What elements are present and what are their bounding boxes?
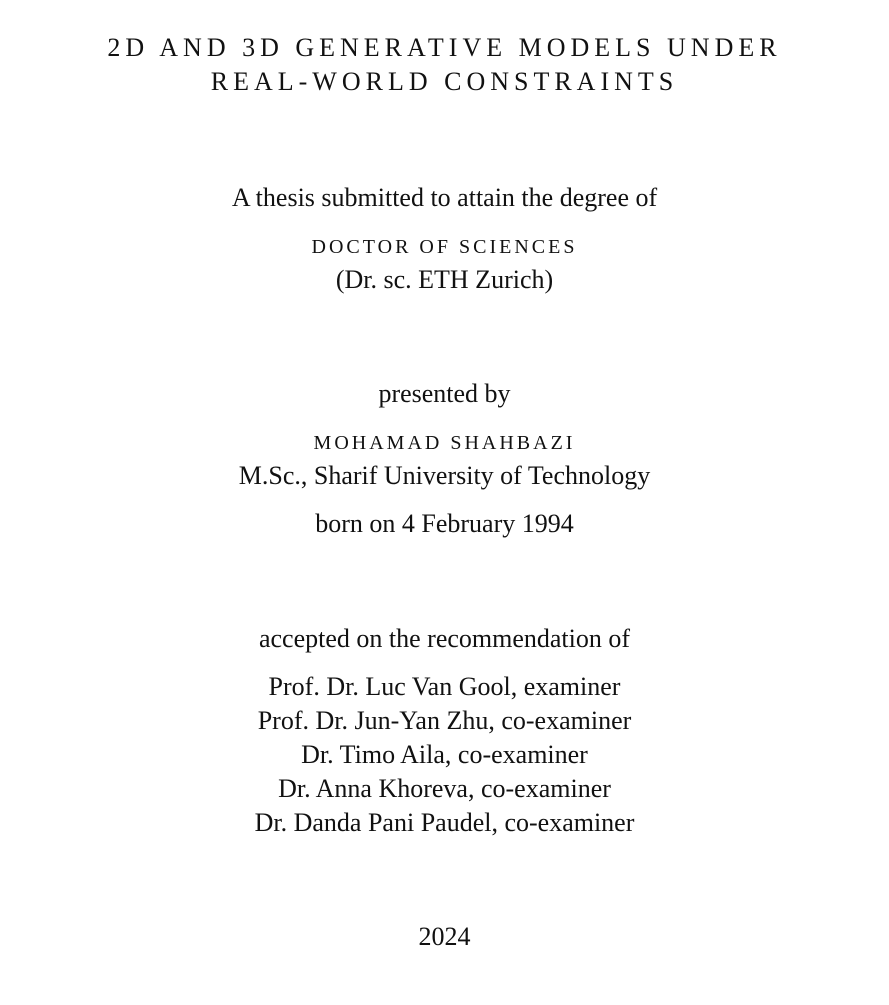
degree-abbreviation: (Dr. sc. ETH Zurich)	[335, 265, 554, 294]
author-prior-degree: M.Sc., Sharif University of Technology	[238, 461, 651, 490]
author-name: MOHAMAD SHAHBAZI	[313, 432, 576, 454]
presented-by-label: presented by	[378, 379, 511, 408]
thesis-title-line-1: 2D AND 3D GENERATIVE MODELS UNDER	[107, 33, 782, 62]
degree-intro: A thesis submitted to attain the degree of	[231, 183, 658, 212]
committee-intro: accepted on the recommendation of	[258, 624, 631, 653]
committee-member: Dr. Anna Khoreva, co-examiner	[278, 774, 611, 803]
thesis-title-line-2: REAL-WORLD CONSTRAINTS	[210, 67, 679, 96]
degree-name: DOCTOR OF SCIENCES	[311, 236, 578, 258]
committee-member: Dr. Danda Pani Paudel, co-examiner	[254, 808, 635, 837]
committee-member: Prof. Dr. Luc Van Gool, examiner	[268, 672, 621, 701]
committee-member: Dr. Timo Aila, co-examiner	[301, 740, 588, 769]
author-birth-date: born on 4 February 1994	[315, 509, 574, 538]
publication-year: 2024	[418, 922, 471, 951]
committee-member: Prof. Dr. Jun-Yan Zhu, co-examiner	[257, 706, 632, 735]
